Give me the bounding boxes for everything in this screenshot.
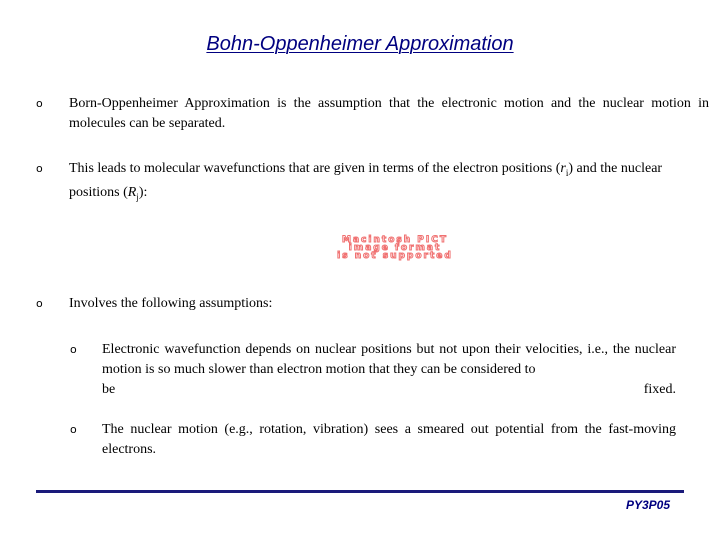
bullet-marker: o <box>70 423 77 436</box>
bullet-text-part: This leads to molecular wavefunctions that are given in terms of the electron positions ( <box>69 161 561 176</box>
bullet-marker: o <box>36 97 43 110</box>
bullet-marker: o <box>36 297 43 310</box>
sub-bullet-last-word: be <box>102 382 116 397</box>
footer-divider <box>36 490 684 493</box>
nuclear-position-subscript: j <box>136 191 139 202</box>
sub-bullet-text <box>102 340 676 400</box>
bullet-marker: o <box>70 343 77 356</box>
electron-position-subscript: i <box>565 167 569 178</box>
bullet-marker: o <box>36 162 43 175</box>
bullet-text-part: ): <box>138 184 148 200</box>
bullet-text <box>69 159 709 207</box>
sub-bullet-last-word: fixed. <box>643 382 676 397</box>
bullet-text: Involves the following assumptions: <box>69 296 273 311</box>
placeholder-line: Macintosh PICT <box>342 235 448 245</box>
bullet-text-part: ) and the nuclear positions ( <box>69 161 663 200</box>
placeholder-line: is not supported <box>337 251 453 261</box>
bullet-text: Born-Oppenheimer Approximation is the assumption that the electronic motion and the nuclear motion in molecules can be separated. <box>69 96 709 131</box>
sub-bullet-body: Electronic wavefunction depends on nuclear positions but not upon their velocities, i.e., the nuclear motion is so much slower than electron motion that they can be considered to <box>102 342 676 377</box>
nuclear-position-symbol: R <box>127 184 137 200</box>
course-code: PY3P05 <box>625 498 670 512</box>
unsupported-image-placeholder <box>258 235 532 261</box>
sub-bullet-text: The nuclear motion (e.g., rotation, vibration) sees a smeared out potential from the fast-moving electrons. <box>102 422 676 457</box>
slide-title: Bohn-Oppenheimer Approximation <box>206 33 514 55</box>
placeholder-line: image format <box>348 243 442 253</box>
sub-bullet-last-line <box>102 380 676 400</box>
electron-position-symbol: r <box>560 161 566 176</box>
